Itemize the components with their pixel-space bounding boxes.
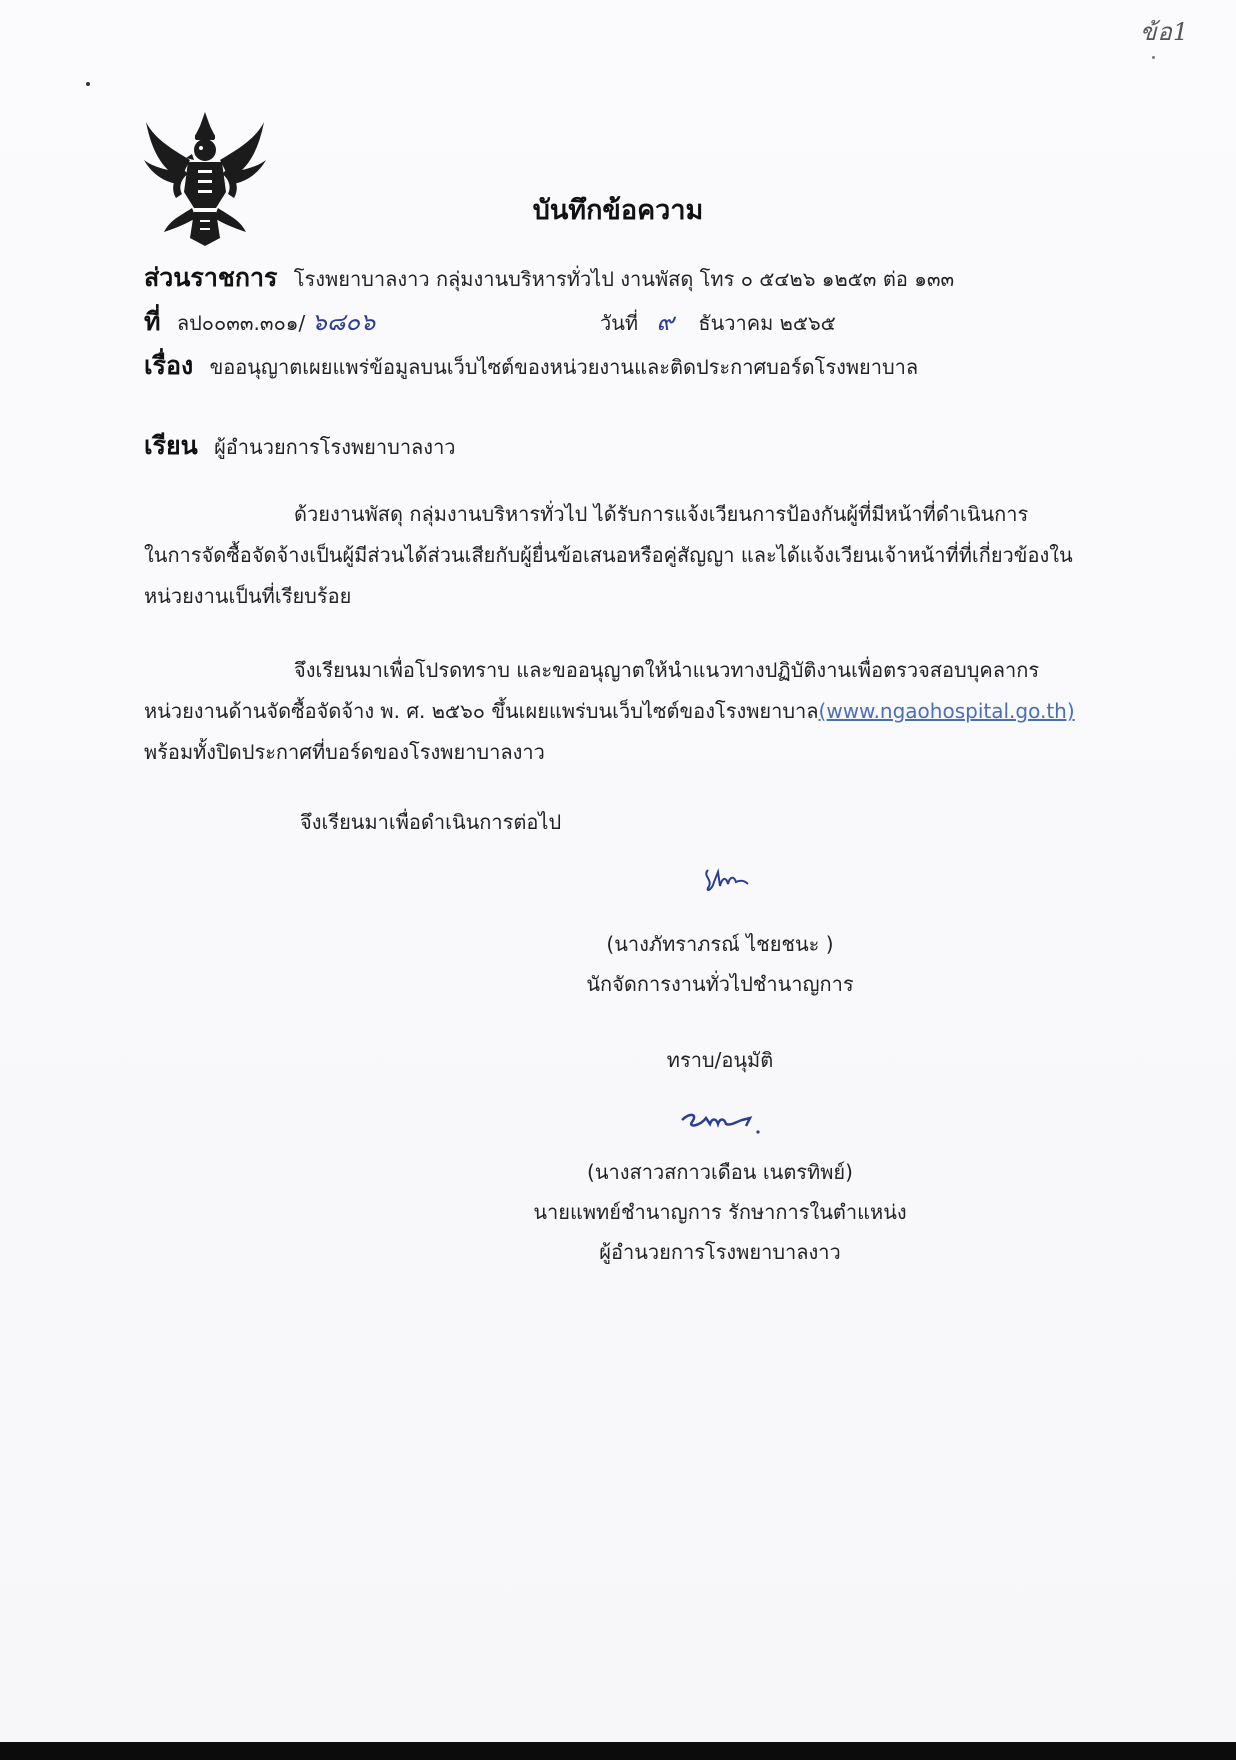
approval-text: ทราบ/อนุมัติ xyxy=(666,1048,774,1072)
salutation-value: ผู้อำนวยการโรงพยาบาลงาว xyxy=(214,435,456,459)
salutation-line xyxy=(144,426,456,466)
signature-2-mark xyxy=(676,1102,772,1142)
signer-1-position: นักจัดการงานทั่วไปชำนาญการ xyxy=(586,972,854,996)
signer-2-position-2: ผู้อำนวยการโรงพยาบาลงาว xyxy=(599,1240,841,1264)
body-paragraph-1 xyxy=(144,494,1104,617)
signature-1-mark xyxy=(700,862,760,902)
reference-label: ที่ xyxy=(144,307,161,336)
website-link[interactable]: (www.ngaohospital.go.th) xyxy=(818,699,1075,723)
agency-line xyxy=(144,258,954,298)
paragraph-1-line: หน่วยงานเป็นที่เรียบร้อย xyxy=(144,584,352,608)
paragraph-1-line: ในการจัดซื้อจัดจ้างเป็นผู้มีส่วนได้ส่วนเสียกับผู้ยื่นข้อเสนอหรือคู่สัญญา และได้แจ้งเวียนเจ้าหน้าที่ที่เกี่ยวข้องใน xyxy=(144,543,1073,567)
agency-value: โรงพยาบาลงาว กลุ่มงานบริหารทั่วไป งานพัสดุ โทร ๐ ๕๔๒๖ ๑๒๕๓ ต่อ ๑๓๓ xyxy=(293,267,955,291)
scan-bottom-edge xyxy=(0,1742,1236,1760)
closing-line: จึงเรียนมาเพื่อดำเนินการต่อไป xyxy=(300,810,562,834)
signer-2-position-1: นายแพทย์ชำนาญการ รักษาการในตำแหน่ง xyxy=(533,1200,907,1224)
date-value: ธันวาคม ๒๕๖๕ xyxy=(698,311,836,335)
paragraph-1-line: ด้วยงานพัสดุ กลุ่มงานบริหารทั่วไป ได้รับการแจ้งเวียนการป้องกันผู้ที่มีหน้าที่ดำเนินการ xyxy=(294,502,1029,526)
paragraph-2-line xyxy=(144,691,1104,732)
signer-2-name: (นางสาวสกาวเดือน เนตรทิพย์) xyxy=(587,1160,853,1184)
date-handwritten-day: ๙ xyxy=(656,308,675,336)
subject-label: เรื่อง xyxy=(144,351,194,380)
reference-line xyxy=(144,302,375,342)
subject-value: ขออนุญาตเผยแพร่ข้อมูลบนเว็บไซต์ของหน่วยงานและติดประกาศบอร์ดโรงพยาบาล xyxy=(209,355,919,379)
reference-handwritten-number: ๖๘๐๖ xyxy=(311,308,376,336)
subject-line xyxy=(144,346,918,386)
date-line xyxy=(600,302,836,341)
paragraph-2-text: หน่วยงานด้านจัดซื้อจัดจ้าง พ. ศ. ๒๕๖๐ ขึ้นเผยแพร่บนเว็บไซต์ของโรงพยาบาล xyxy=(144,699,819,723)
corner-dot xyxy=(1152,56,1155,59)
paragraph-2-line: จึงเรียนมาเพื่อโปรดทราบ และขออนุญาตให้นำแนวทางปฏิบัติงานเพื่อตรวจสอบบุคลากร xyxy=(294,658,1040,682)
signer-1-name: (นางภัทราภรณ์ ไชยชนะ ) xyxy=(606,932,834,956)
reference-value: ลป๐๐๓๓.๓๐๑/ xyxy=(176,311,306,335)
salutation-label: เรียน xyxy=(144,431,198,460)
scan-speck xyxy=(86,82,90,86)
signer-1-block xyxy=(420,924,1020,1004)
body-paragraph-2 xyxy=(144,650,1104,773)
paragraph-2-line: พร้อมทั้งปิดประกาศที่บอร์ดของโรงพยาบาลงาว xyxy=(144,740,545,764)
agency-label: ส่วนราชการ xyxy=(144,263,278,292)
date-label: วันที่ xyxy=(600,311,639,335)
document-title: บันทึกข้อความ xyxy=(532,195,704,226)
signer-2-block xyxy=(420,1152,1020,1272)
corner-handwritten-note: ข้อ1 xyxy=(1140,18,1190,46)
